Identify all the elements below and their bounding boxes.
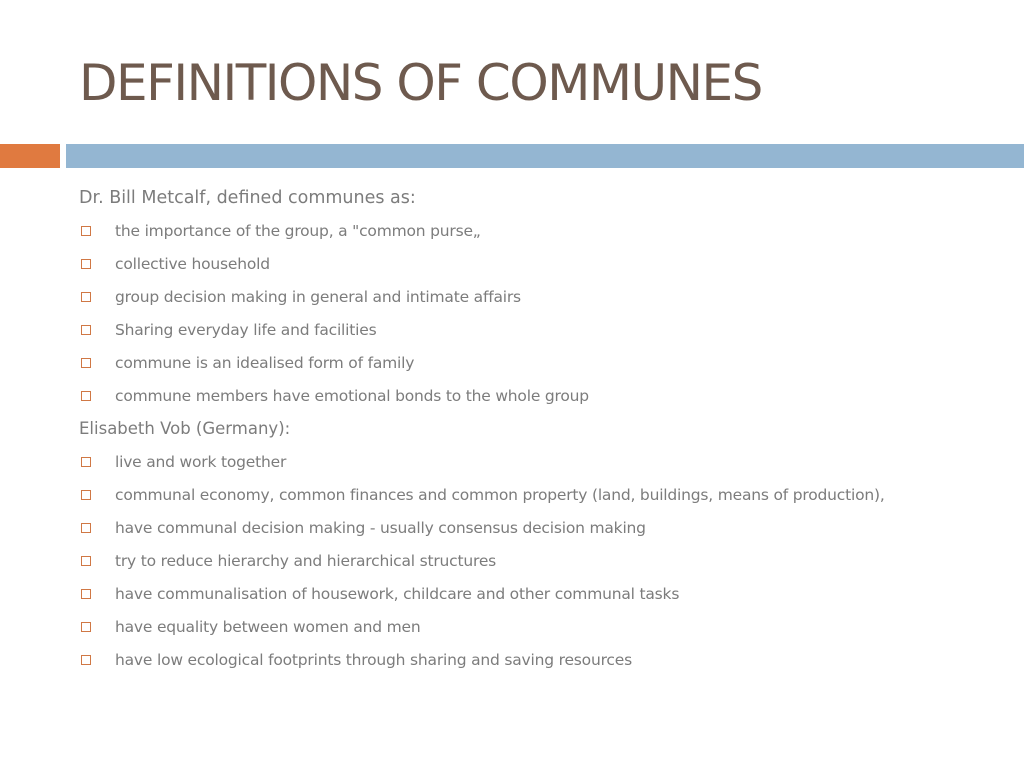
bullet-item — [79, 445, 1009, 478]
bullet-text: group decision making in general and intimate affairs — [115, 287, 521, 306]
title-divider-bar — [66, 144, 1024, 168]
square-bullet-icon — [81, 523, 91, 533]
bullet-item — [79, 313, 1009, 346]
square-bullet-icon — [81, 292, 91, 302]
bullet-text: communal economy, common finances and common property (land, buildings, means of production), — [115, 485, 885, 504]
square-bullet-icon — [81, 358, 91, 368]
square-bullet-icon — [81, 226, 91, 236]
square-bullet-icon — [81, 259, 91, 269]
bullet-item — [79, 610, 1009, 643]
bullet-item — [79, 346, 1009, 379]
square-bullet-icon — [81, 589, 91, 599]
bullet-text: have communalisation of housework, childcare and other communal tasks — [115, 584, 680, 603]
bullet-item — [79, 214, 1009, 247]
bullet-item — [79, 577, 1009, 610]
slide-title: DEFINITIONS OF COMMUNES — [79, 54, 762, 112]
section-heading-metcalf: Dr. Bill Metcalf, defined communes as: — [79, 187, 416, 208]
bullet-text: the importance of the group, a "common purse„ — [115, 221, 481, 240]
bullet-item — [79, 478, 1009, 511]
square-bullet-icon — [81, 325, 91, 335]
bullet-item — [79, 544, 1009, 577]
bullet-text: have communal decision making - usually consensus decision making — [115, 518, 646, 537]
accent-bar — [0, 144, 60, 168]
section-heading-vob: Elisabeth Vob (Germany): — [79, 419, 291, 438]
bullet-text: collective household — [115, 254, 270, 273]
square-bullet-icon — [81, 655, 91, 665]
bullet-item — [79, 643, 1009, 676]
square-bullet-icon — [81, 457, 91, 467]
square-bullet-icon — [81, 556, 91, 566]
square-bullet-icon — [81, 622, 91, 632]
bullet-text: commune members have emotional bonds to the whole group — [115, 386, 589, 405]
bullet-item — [79, 247, 1009, 280]
square-bullet-icon — [81, 490, 91, 500]
bullet-text: have equality between women and men — [115, 617, 421, 636]
bullet-item — [79, 280, 1009, 313]
bullet-text: Sharing everyday life and facilities — [115, 320, 377, 339]
bullet-text: live and work together — [115, 452, 287, 471]
bullet-text: commune is an idealised form of family — [115, 353, 415, 372]
bullet-item — [79, 379, 1009, 412]
slide-content — [79, 181, 1009, 676]
bullet-text: have low ecological footprints through sharing and saving resources — [115, 650, 632, 669]
bullet-text: try to reduce hierarchy and hierarchical structures — [115, 551, 497, 570]
square-bullet-icon — [81, 391, 91, 401]
bullet-item — [79, 511, 1009, 544]
